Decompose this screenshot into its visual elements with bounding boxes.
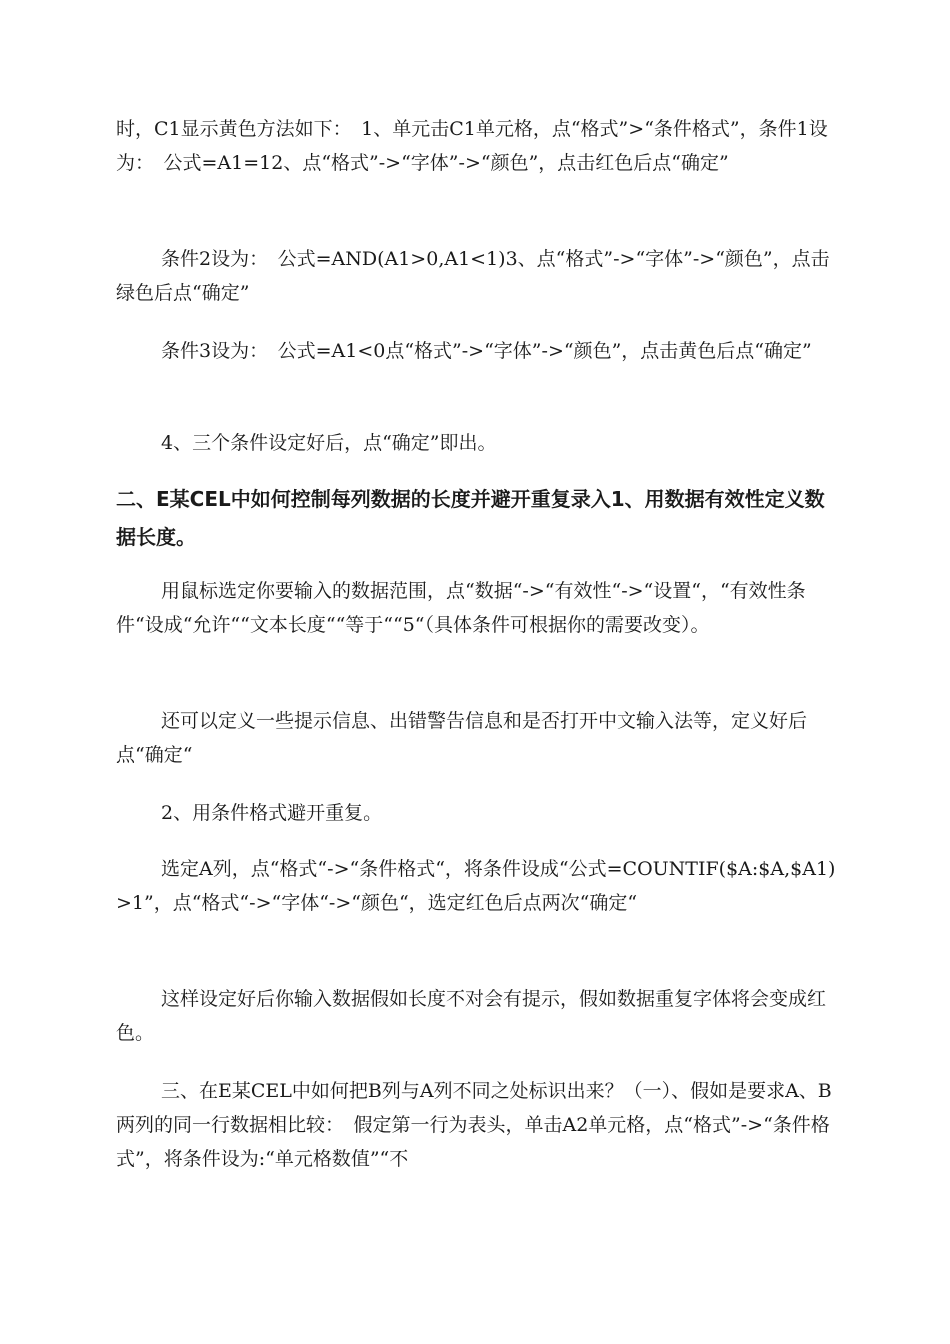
section-heading-2: 二、E某CEL中如何控制每列数据的长度并避开重复录入1、用数据有效性定义数据长度。 [116,487,825,549]
paragraph-validation-steps: 用鼠标选定你要输入的数据范围，点“数据“->“有效性“->“设置“，“有效性条件“设成“允许““文本长度““等于““5“（具体条件可根据你的需要改变）。 [116,580,806,636]
paragraph-condition-3: 条件3设为： 公式=A1<0点“格式”->“字体”->“颜色”，点击黄色后点“确定” [161,340,812,362]
paragraph-step-4: 4、三个条件设定好后，点“确定”即出。 [161,432,497,454]
paragraph-validation-hints: 还可以定义一些提示信息、出错警告信息和是否打开中文输入法等，定义好后点“确定“ [116,710,808,766]
paragraph-condition-2: 条件2设为： 公式=AND(A1>0,A1<1)3、点“格式”->“字体”->“颜色”，点击绿色后点“确定” [116,248,830,304]
paragraph-section-3: 三、在E某CEL中如何把B列与A列不同之处标识出来？（一）、假如是要求A、B两列的同一行数据相比较： 假定第一行为表头，单击A2单元格，点“格式”->“条件格式”，将条件设为:“单元格数值”“不 [116,1080,832,1170]
paragraph-step-2: 2、用条件格式避开重复。 [161,802,383,824]
paragraph-result-note: 这样设定好后你输入数据假如长度不对会有提示，假如数据重复字体将会变成红色。 [116,988,827,1044]
paragraph-conditional-format-1: 时，C1显示黄色方法如下： 1、单元击C1单元格，点“格式”>“条件格式”，条件1设为： 公式=A1=12、点“格式”->“字体”->“颜色”，点击红色后点“确定” [116,118,828,174]
paragraph-countif-steps: 选定A列，点“格式“->“条件格式“，将条件设成“公式=COUNTIF($A:$A,$A1)>1”，点“格式“->“字体“->“颜色“，选定红色后点两次“确定“ [116,858,836,914]
